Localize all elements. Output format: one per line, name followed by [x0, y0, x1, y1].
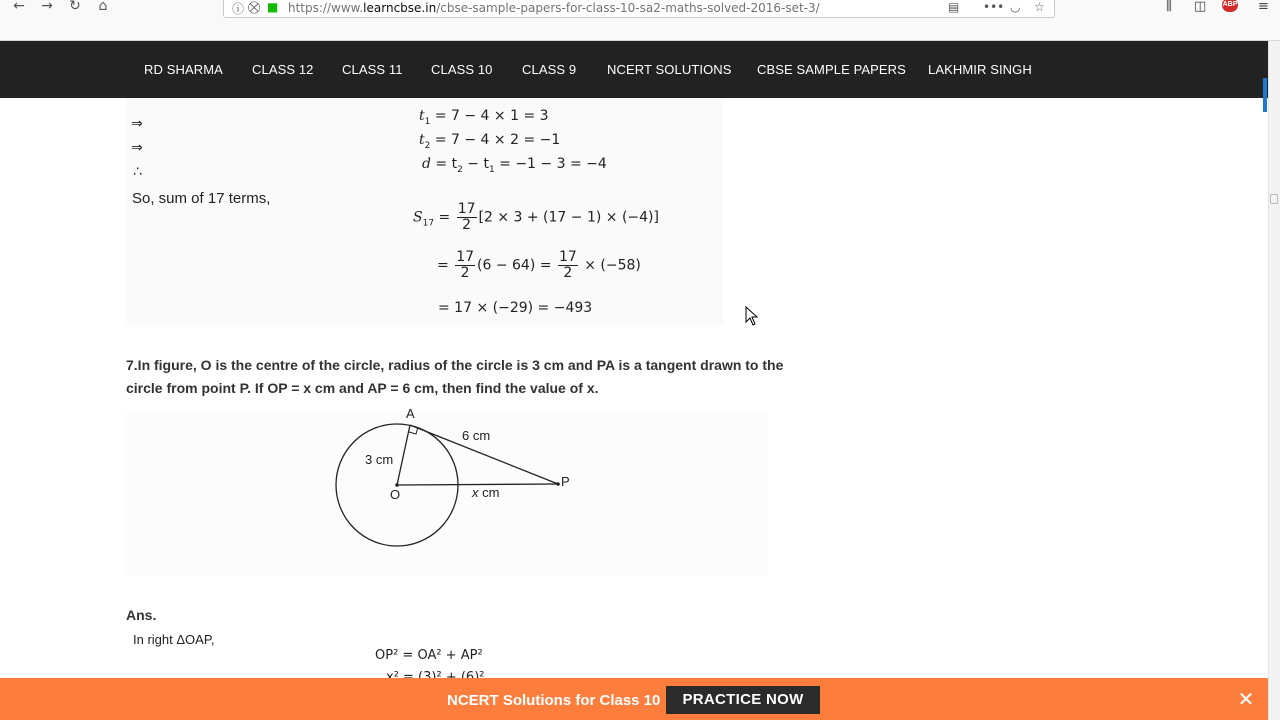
site-navigation: [0, 41, 1268, 98]
answer-triangle-text: In right ΔOAP,: [133, 632, 215, 647]
therefore-symbol: ∴: [133, 164, 142, 180]
sidebar-icon[interactable]: ◫: [1194, 0, 1207, 14]
question-7-line-1: 7.In figure, O is the centre of the circle, radius of the circle is 3 cm and PA is a tangent drawn to the: [126, 357, 784, 373]
implies-symbol: ⇒: [131, 140, 143, 156]
home-icon[interactable]: ⌂: [98, 0, 108, 14]
promo-bar: [0, 678, 1268, 720]
s17-step-2: = $\frac{17}{2}$ (6 − 64) = $\frac{17}{2}$ × (−58): [437, 249, 641, 281]
label-tangent: 6 cm: [462, 428, 491, 443]
mouse-cursor-icon: [745, 306, 759, 326]
label-o: O: [390, 487, 401, 502]
close-icon[interactable]: ✕: [1237, 687, 1255, 711]
menu-icon[interactable]: ≡: [1258, 0, 1269, 14]
s17-result: = 17 × (−29) = −493: [438, 300, 593, 316]
t1-equation: $t_1 = 7 - 4 \times 1 = 3$: [419, 108, 549, 127]
label-p: P: [561, 474, 570, 489]
adblock-icon[interactable]: ABP: [1222, 0, 1238, 12]
sum-intro-text: So, sum of 17 terms,: [132, 190, 271, 207]
article-content: [0, 98, 1260, 678]
implies-symbol: ⇒: [131, 116, 143, 132]
nav-item-ncert-solutions[interactable]: NCERT SOLUTIONS: [607, 62, 732, 77]
radius-oa-line: [397, 425, 410, 485]
answer-label: Ans.: [126, 607, 157, 623]
label-radius: 3 cm: [365, 452, 394, 467]
point-p: [556, 482, 560, 486]
question-7-line-2: circle from point P. If OP = x cm and AP = 6 cm, then find the value of x.: [126, 380, 599, 396]
pythagoras-equation: OP² = OA² + AP²: [375, 648, 483, 663]
page-actions-icon[interactable]: •••: [983, 0, 1005, 14]
nav-item-cbse-sample-papers[interactable]: CBSE SAMPLE PAPERS: [757, 62, 906, 77]
scroll-position-indicator: [1263, 78, 1267, 112]
nav-item-class-12[interactable]: CLASS 12: [252, 62, 314, 77]
d-equation: $d = t_2 - t_1 = -1 - 3 = -4$: [422, 156, 607, 175]
bookmark-star-icon[interactable]: ☆: [1034, 0, 1045, 14]
t2-equation: $t_2 = 7 - 4 \times 2 = -1$: [419, 132, 561, 151]
nav-item-class-9[interactable]: CLASS 9: [522, 62, 577, 77]
practice-now-button[interactable]: PRACTICE NOW: [666, 686, 820, 714]
promo-message: NCERT Solutions for Class 10: [447, 692, 661, 709]
nav-item-rd-sharma[interactable]: RD SHARMA: [144, 62, 223, 77]
pocket-icon[interactable]: ◡: [1010, 0, 1021, 14]
reload-icon[interactable]: ↻: [69, 0, 81, 14]
s17-equation: $S_{17}$ = $\frac{17}{2}$ [2 × 3 + (17 − 1) × (−4)]: [413, 201, 659, 233]
label-a: A: [406, 406, 415, 421]
address-bar[interactable]: [223, 0, 1055, 18]
reader-view-icon[interactable]: ▤: [948, 0, 960, 14]
question-7: [126, 354, 786, 400]
forward-icon[interactable]: →: [41, 0, 53, 14]
info-icon[interactable]: ⓘ: [232, 2, 245, 16]
nav-item-class-11[interactable]: CLASS 11: [342, 62, 403, 77]
lock-icon[interactable]: ■: [267, 0, 279, 14]
url-text[interactable]: https://www.learncbse.in/cbse-sample-papers-for-class-10-sa2-maths-solved-2016-set-3/: [288, 1, 820, 15]
scroll-marker-icon: [1270, 194, 1278, 204]
browser-toolbar: [0, 0, 1280, 41]
circle-tangent-diagram: [326, 404, 586, 554]
library-icon[interactable]: ⫼: [1166, 0, 1172, 14]
page-scrollbar[interactable]: [1268, 41, 1280, 720]
nav-item-lakhmir-singh[interactable]: LAKHMIR SINGH: [928, 62, 1032, 77]
permissions-icon[interactable]: ⛒: [248, 0, 261, 14]
label-op: x cm: [472, 485, 500, 500]
nav-item-class-10[interactable]: CLASS 10: [431, 62, 493, 77]
back-icon[interactable]: ←: [13, 0, 25, 14]
